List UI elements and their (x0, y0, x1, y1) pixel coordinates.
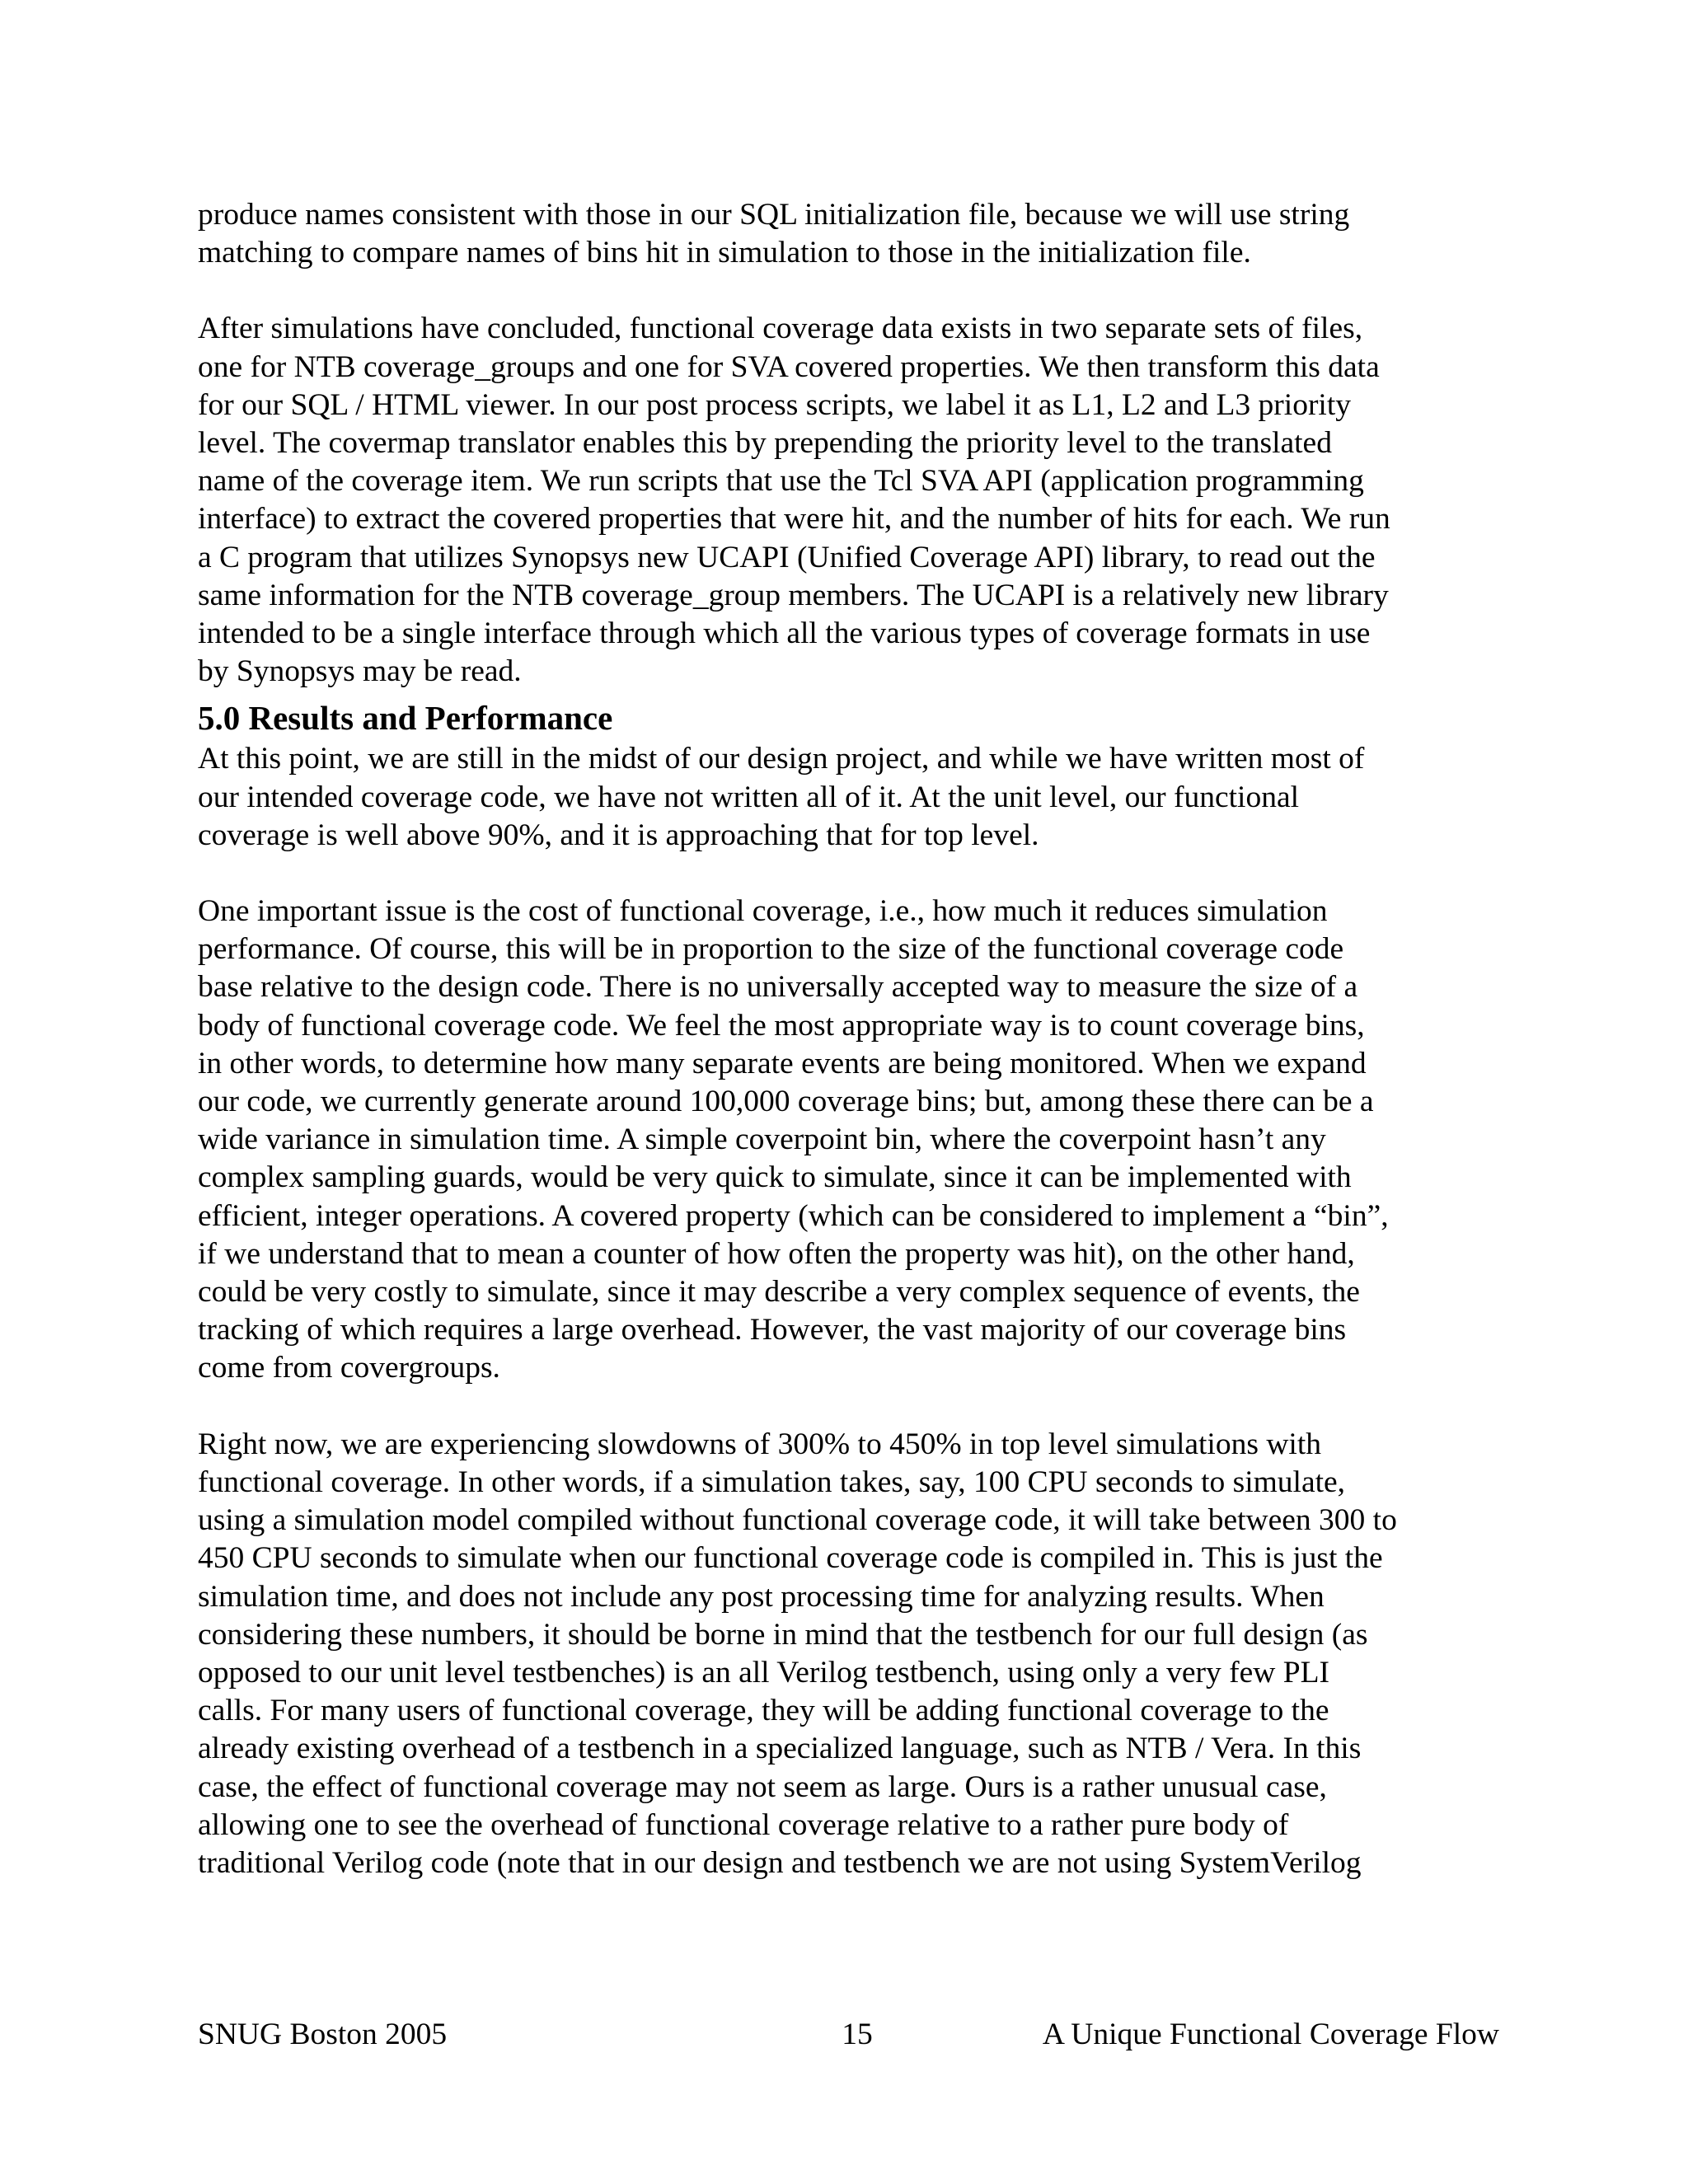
text-line: produce names consistent with those in our SQL initialization file, because we will use string (198, 198, 1350, 232)
text-line: simulation time, and does not include any post processing time for analyzing results. When (198, 1579, 1325, 1614)
paragraph-coverage-cost (198, 893, 1508, 1388)
paragraph-post-processing (198, 310, 1508, 691)
text-line: level. The covermap translator enables this by prepending the priority level to the translated (198, 426, 1332, 461)
text-line: same information for the NTB coverage_group members. The UCAPI is a relatively new library (198, 578, 1389, 612)
text-line: using a simulation model compiled without functional coverage code, it will take between 300 to (198, 1503, 1397, 1538)
section-heading: 5.0 Results and Performance (198, 699, 613, 738)
text-line: calls. For many users of functional coverage, they will be adding functional coverage to the (198, 1694, 1329, 1728)
paragraph-project-status (198, 740, 1508, 855)
text-line: already existing overhead of a testbench in a specialized language, such as NTB / Vera. In this (198, 1732, 1362, 1766)
text-line: by Synopsys may be read. (198, 654, 522, 689)
text-line: At this point, we are still in the midst of our design project, and while we have written most of (198, 742, 1365, 776)
footer-conference: SNUG Boston 2005 (198, 2018, 448, 2051)
paragraph-gap (198, 272, 1508, 310)
text-line: opposed to our unit level testbenches) is an all Verilog testbench, using only a very few PLI (198, 1655, 1329, 1690)
text-line: coverage is well above 90%, and it is approaching that for top level. (198, 818, 1039, 852)
text-line: complex sampling guards, would be very quick to simulate, since it can be implemented with (198, 1160, 1352, 1195)
text-line: in other words, to determine how many separate events are being monitored. When we expand (198, 1046, 1367, 1080)
text-line: tracking of which requires a large overhead. However, the vast majority of our coverage bins (198, 1313, 1347, 1347)
text-line: our code, we currently generate around 100,000 coverage bins; but, among these there can be a (198, 1085, 1374, 1119)
text-line: matching to compare names of bins hit in simulation to those in the initialization file. (198, 236, 1251, 270)
text-line: intended to be a single interface through which all the various types of coverage formats in use (198, 616, 1371, 651)
paragraph-gap (198, 855, 1508, 893)
text-line: allowing one to see the overhead of functional coverage relative to a rather pure body of (198, 1807, 1289, 1842)
text-line: if we understand that to mean a counter of how often the property was hit), on the other hand, (198, 1236, 1355, 1271)
page-footer (198, 2016, 1517, 2057)
text-line: one for NTB coverage_groups and one for SVA covered properties. We then transform this data (198, 349, 1380, 384)
text-line: a C program that utilizes Synopsys new UCAPI (Unified Coverage API) library, to read out the (198, 540, 1376, 574)
text-line: performance. Of course, this will be in proportion to the size of the functional coverage code (198, 932, 1344, 967)
text-line: functional coverage. In other words, if a simulation takes, say, 100 CPU seconds to simulate, (198, 1465, 1346, 1499)
text-line: wide variance in simulation time. A simple coverpoint bin, where the coverpoint hasn’t any (198, 1122, 1326, 1157)
text-line: Right now, we are experiencing slowdowns of 300% to 450% in top level simulations with (198, 1427, 1321, 1461)
text-line: could be very costly to simulate, since it may describe a very complex sequence of events, the (198, 1275, 1360, 1310)
text-line: traditional Verilog code (note that in our design and testbench we are not using SystemVerilog (198, 1845, 1362, 1880)
text-line: name of the coverage item. We run scripts that use the Tcl SVA API (application programming (198, 464, 1364, 499)
text-line: case, the effect of functional coverage may not seem as large. Ours is a rather unusual case, (198, 1769, 1327, 1804)
page-body (198, 196, 1508, 1882)
text-line: body of functional coverage code. We feel the most appropriate way is to count coverage bins, (198, 1008, 1365, 1043)
paragraph-bin-names (198, 196, 1508, 272)
page-number: 15 (842, 2018, 873, 2051)
text-line: After simulations have concluded, functional coverage data exists in two separate sets of files, (198, 312, 1363, 346)
paragraph-slowdowns (198, 1426, 1508, 1882)
text-line: come from covergroups. (198, 1351, 500, 1385)
text-line: One important issue is the cost of functional coverage, i.e., how much it reduces simulation (198, 894, 1328, 929)
footer-paper-title: A Unique Functional Coverage Flow (1042, 2018, 1499, 2051)
text-line: for our SQL / HTML viewer. In our post process scripts, we label it as L1, L2 and L3 priority (198, 387, 1352, 422)
text-line: 450 CPU seconds to simulate when our functional coverage code is compiled in. This is just the (198, 1541, 1383, 1576)
text-line: considering these numbers, it should be borne in mind that the testbench for our full design (as (198, 1617, 1368, 1652)
text-line: our intended coverage code, we have not written all of it. At the unit level, our functional (198, 780, 1300, 814)
paragraph-gap (198, 1388, 1508, 1426)
text-line: interface) to extract the covered properties that were hit, and the number of hits for each. We run (198, 502, 1390, 537)
text-line: efficient, integer operations. A covered property (which can be considered to implement a “bin”, (198, 1198, 1389, 1233)
text-line: base relative to the design code. There is no universally accepted way to measure the size of a (198, 970, 1358, 1005)
